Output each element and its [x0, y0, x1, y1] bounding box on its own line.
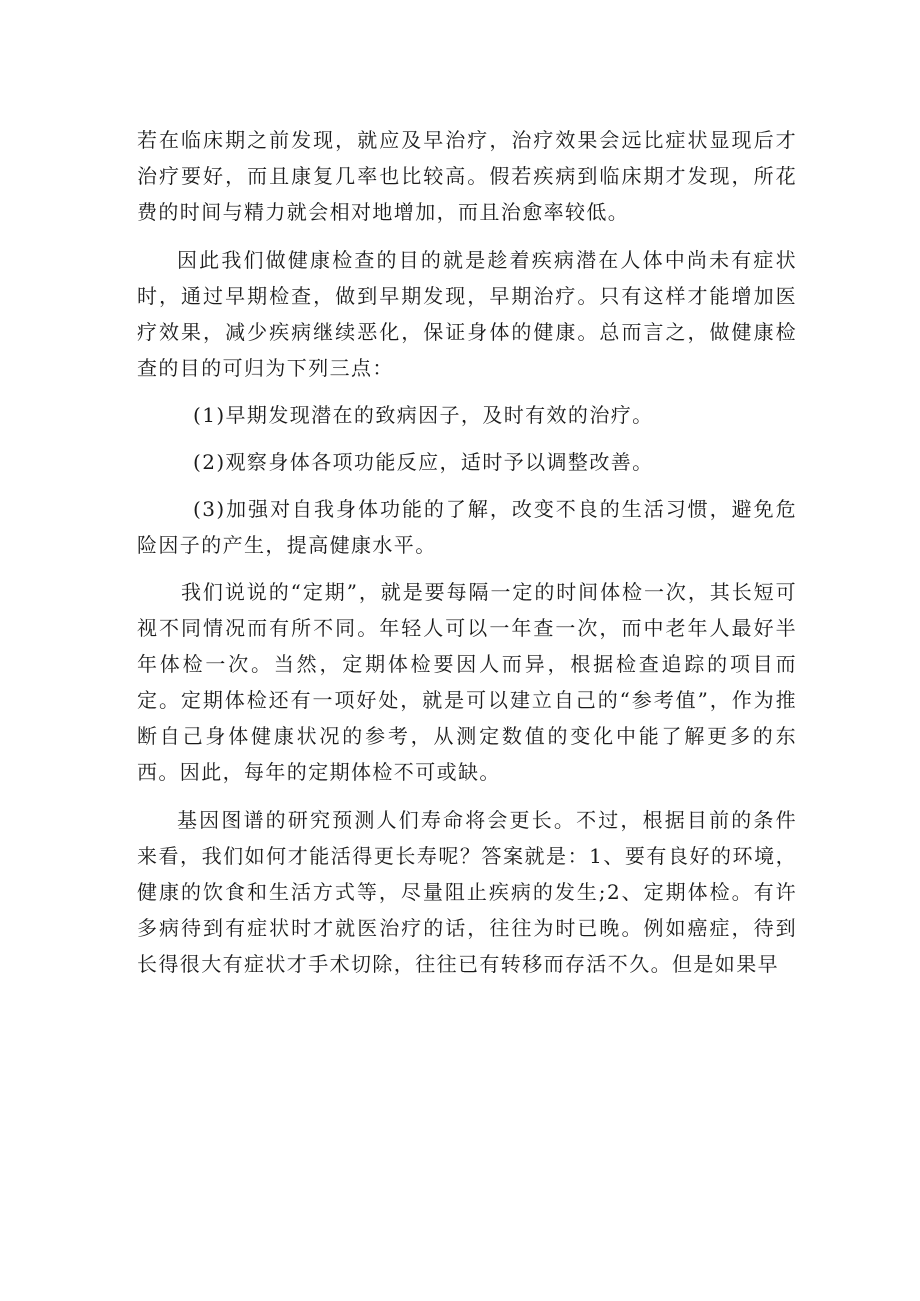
paragraph-early-treatment: 若在临床期之前发现，就应及早治疗，治疗效果会远比症状显现后才治疗要好，而且康复几率也比较高。假若疾病到临床期才发现，所花费的时间与精力就会相对地增加，而且治愈率较低。 [137, 128, 797, 224]
paragraph-regular-checkup: 我们说说的“定期”，就是要每隔一定的时间体检一次，其长短可视不同情况而有所不同。年轻人可以一年查一次，而中老年人最好半年体检一次。当然，定期体检要因人而异，根据检查追踪的项目而定。定期体检还有一项好处，就是可以建立自己的“参考值”，作为推断自己身体健康状况的参考，从测定数值的变化中能了解更多的东西。因此，每年的定期体检不可或缺。 [137, 580, 797, 784]
paragraph-purpose: 因此我们做健康检查的目的就是趁着疾病潜在人体中尚未有症状时，通过早期检查，做到早期发现，早期治疗。只有这样才能增加医疗效果，减少疾病继续恶化，保证身体的健康。总而言之，做健康检查的目的可归为下列三点： [137, 248, 797, 380]
list-item-2: (2)观察身体各项功能反应，适时予以调整改善。 [193, 450, 654, 474]
list-item-1: (1)早期发现潜在的致病因子，及时有效的治疗。 [193, 403, 654, 427]
document-body [137, 122, 797, 982]
paragraph-longevity: 基因图谱的研究预测人们寿命将会更长。不过，根据目前的条件来看，我们如何才能活得更长寿呢？答案就是：1、要有良好的环境，健康的饮食和生活方式等，尽量阻止疾病的发生;2、定期体检。有许多病待到有症状时才就医治疗的话，往往为时已晚。例如癌症，待到长得很大有症状才手术切除，往往已有转移而存活不久。但是如果早 [137, 808, 797, 976]
list-item-3: (3)加强对自我身体功能的了解，改变不良的生活习惯，避免危险因子的产生，提高健康水平。 [137, 497, 797, 557]
